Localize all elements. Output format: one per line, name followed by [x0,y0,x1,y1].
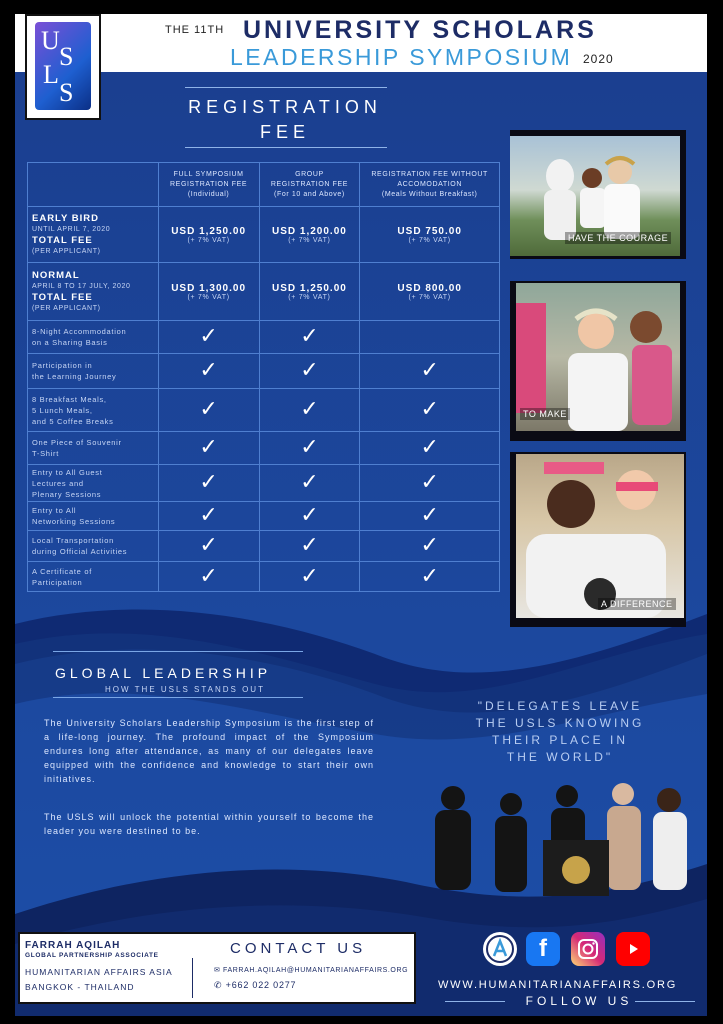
checkmark-icon: ✓ [199,562,218,588]
registration-heading-fee: FEE [259,122,310,142]
price-value: USD 1,200.00 [272,225,347,237]
feature-cell [158,465,259,502]
youtube-icon[interactable] [616,932,650,966]
vat-note: (+ 7% VAT) [288,293,331,301]
title-prefix: THE 11TH [165,24,225,36]
checkmark-icon: ✓ [300,323,319,348]
instagram-glyph [577,938,599,960]
photo-caption: TO MAKE [520,408,570,420]
phone-icon: ✆ [214,980,223,990]
checkmark-icon: ✓ [420,434,439,459]
feature-cell [158,562,259,592]
checkmark-icon: ✓ [199,323,218,348]
follow-us-label: FOLLOW US [525,994,633,1008]
feature-label [28,432,159,465]
feature-label-line: Entry to All Guest [32,467,103,477]
checkmark-icon: ✓ [420,396,439,421]
photo-frame [510,452,686,627]
checkmark-icon: ✓ [199,502,218,527]
fee-note: (PER APPLICANT) [32,247,101,255]
feature-label [28,321,159,354]
price-row [28,207,500,263]
feature-label-line: Lectures and [32,478,84,488]
vat-note: (+ 7% VAT) [408,293,451,301]
feature-label-line: One Piece of Souvenir [32,438,122,447]
global-leadership-title: GLOBAL LEADERSHIP [55,665,272,681]
checkmark-icon: ✓ [199,396,218,421]
feature-label [28,502,159,531]
feature-cell [360,354,500,389]
play-icon [623,942,643,956]
title-sub: LEADERSHIP SYMPOSIUM [230,44,573,70]
feature-label-line: Participation in [32,361,93,370]
contact-organization: HUMANITARIAN AFFAIRS ASIA [25,967,173,977]
photo-caption: A DIFFERENCE [598,598,676,610]
usls-logo [25,14,101,120]
price-cell [360,263,500,321]
contact-city: BANGKOK - THAILAND [25,982,135,992]
checkmark-icon: ✓ [420,502,439,527]
feature-label-line: Entry to All [32,506,77,515]
feature-label [28,531,159,562]
feature-label-line: the Learning Journey [32,372,117,381]
price-row-label [28,207,159,263]
quote-line: THEIR PLACE IN [491,733,629,747]
price-tier-period: APRIL 8 TO 17 JULY, 2020 [32,282,131,290]
feature-cell [259,531,360,562]
feature-label-line: 8 Breakfast Meals, [32,394,107,404]
vat-note: (+ 7% VAT) [187,293,230,301]
feature-label [28,465,159,502]
feature-row [28,465,500,502]
column-header-line: REGISTRATION FEE WITHOUT [371,170,488,178]
feature-cell [360,502,500,531]
photo-illustration [516,454,684,618]
feature-row [28,502,500,531]
column-header-line: GROUP [295,170,324,178]
column-header-line: (Meals Without Breakfast) [381,190,478,198]
feature-label-line: A Certificate of [32,566,92,576]
price-tier-title: EARLY BIRD [32,212,100,224]
vat-note: (+ 7% VAT) [288,236,331,244]
price-cell [360,207,500,263]
logo-letter: U [41,26,60,55]
logo-emblem [35,22,91,110]
price-cell [158,263,259,321]
divider [53,651,303,652]
feature-cell [158,502,259,531]
feature-cell [360,432,500,465]
column-header-line: (For 10 and Above) [274,190,345,198]
quote-line: "DELEGATES LEAVE [477,699,643,713]
feature-row [28,432,500,465]
table-header-row [28,163,500,207]
feature-label-line: 8-Night Accommodation [32,327,127,336]
checkmark-icon: ✓ [300,562,319,588]
quote-line: THE WORLD" [506,750,614,764]
photo-frame [510,281,686,441]
vat-note: (+ 7% VAT) [187,236,230,244]
feature-cell [259,389,360,432]
feature-cell [259,465,360,502]
feature-cell [158,354,259,389]
feature-rows [28,321,500,592]
price-row [28,263,500,321]
contact-name: FARRAH AQILAH [25,940,121,951]
checkmark-icon: ✓ [300,396,319,421]
feature-cell [158,321,259,354]
checkmark-icon: ✓ [300,469,319,494]
photo-caption: HAVE THE COURAGE [565,232,671,244]
fee-note: (PER APPLICANT) [32,304,101,312]
divider [185,87,387,88]
checkmark-icon: ✓ [420,562,439,588]
feature-cell [259,502,360,531]
column-header [360,163,500,207]
feature-row [28,389,500,432]
feature-row [28,562,500,592]
feature-cell [360,465,500,502]
feature-row [28,354,500,389]
logo-letter: S [59,78,74,107]
price-value: USD 1,250.00 [272,282,347,294]
checkmark-icon: ✓ [300,502,319,527]
mail-icon: ✉ [214,967,221,974]
fee-table [27,162,500,592]
column-header-line: REGISTRATION FEE [170,180,248,188]
photo-frame [510,130,686,259]
feature-cell [360,531,500,562]
checkmark-icon: ✓ [300,434,319,459]
price-value: USD 800.00 [397,282,462,294]
checkmark-icon: ✓ [199,357,218,382]
checkmark-icon: ✓ [300,532,319,557]
contact-email: FARRAH.AQILAH@HUMANITARIANAFFAIRS.ORG [223,967,409,974]
divider [185,147,387,148]
global-leadership-subtitle: HOW THE USLS STANDS OUT [105,685,265,694]
feature-cell [259,354,360,389]
feature-label-line: Plenary Sessions [32,489,102,499]
checkmark-icon: ✓ [300,357,319,382]
feature-label [28,562,159,592]
feature-row [28,531,500,562]
column-header-line: FULL SYMPOSIUM [173,170,244,178]
body-paragraph: The USLS will unlock the potential within yourself to become the leader you were destined to be. [44,812,374,836]
checkmark-icon: ✓ [420,532,439,557]
contact-card [18,932,416,1004]
column-header-line: REGISTRATION FEE [270,180,348,188]
title-main: UNIVERSITY SCHOLARS [243,16,597,44]
humanitarian-affairs-logo-icon [485,934,515,964]
table-corner [28,163,159,207]
checkmark-icon: ✓ [199,532,218,557]
price-tier-period: UNTIL APRIL 7, 2020 [32,225,111,233]
column-header-line: ACCOMODATION [397,180,462,188]
contact-role: GLOBAL PARTNERSHIP ASSOCIATE [25,952,159,959]
delegates-photo [415,776,695,906]
price-tier-title: NORMAL [32,269,80,281]
checkmark-icon: ✓ [199,434,218,459]
price-row-label [28,263,159,321]
photo-hug [516,454,684,618]
divider [192,958,193,998]
feature-cell [259,562,360,592]
registration-heading: REGISTRATION [188,97,382,117]
checkmark-icon: ✓ [420,357,439,382]
feature-cell [259,321,360,354]
feature-cell [158,432,259,465]
feature-cell [158,531,259,562]
body-paragraph: The University Scholars Leadership Symposium is the first step of a life-long journey. The profound impact of the Symposium endures long after attendance, as many of our delegates leave equipped with the confidence and knowledge to start their own initiatives. [44,718,374,784]
facebook-icon[interactable]: f [526,932,560,966]
feature-label [28,389,159,432]
feature-label-line: Participation [32,577,83,587]
quote [470,698,650,766]
contact-heading: CONTACT US [230,940,367,957]
logo-letter: L [43,60,59,89]
checkmark-icon: ✓ [420,469,439,494]
price-cell [259,263,360,321]
feature-label [28,354,159,389]
feature-label-line: T-Shirt [32,449,59,458]
column-header-line: (Individual) [187,190,230,198]
price-cell [158,207,259,263]
feature-cell [360,389,500,432]
divider [53,697,303,698]
contact-email-row[interactable] [214,966,408,974]
price-cell [259,207,360,263]
divider [635,1001,695,1002]
price-value: USD 750.00 [397,225,462,237]
total-fee-label: TOTAL FEE [32,291,93,303]
feature-label-line: Networking Sessions [32,517,116,526]
logo-letter: S [59,42,74,71]
price-value: USD 1,250.00 [171,225,247,237]
feature-label-line: on a Sharing Basis [32,338,108,347]
feature-label-line: Local Transportation [32,536,114,545]
price-value: USD 1,300.00 [171,282,247,294]
total-fee-label: TOTAL FEE [32,234,93,246]
instagram-icon[interactable] [571,932,605,966]
title-year: 2020 [583,52,614,66]
feature-row [28,321,500,354]
feature-cell [360,321,500,354]
feature-label-line: 5 Lunch Meals, [32,405,93,415]
feature-cell [259,432,360,465]
vat-note: (+ 7% VAT) [408,236,451,244]
column-header [158,163,259,207]
feature-cell [360,562,500,592]
poster [15,14,707,1016]
humanitarian-affairs-logo[interactable] [483,932,517,966]
quote-line: THE USLS KNOWING [475,716,645,730]
website-link[interactable]: WWW.HUMANITARIANAFFAIRS.ORG [438,979,678,991]
feature-label-line: during Official Activities [32,547,128,556]
contact-phone: +662 022 0277 [225,980,297,990]
checkmark-icon: ✓ [199,469,218,494]
column-header [259,163,360,207]
feature-label-line: and 5 Coffee Breaks [32,416,114,426]
feature-cell [158,389,259,432]
contact-phone-row[interactable] [214,980,296,991]
